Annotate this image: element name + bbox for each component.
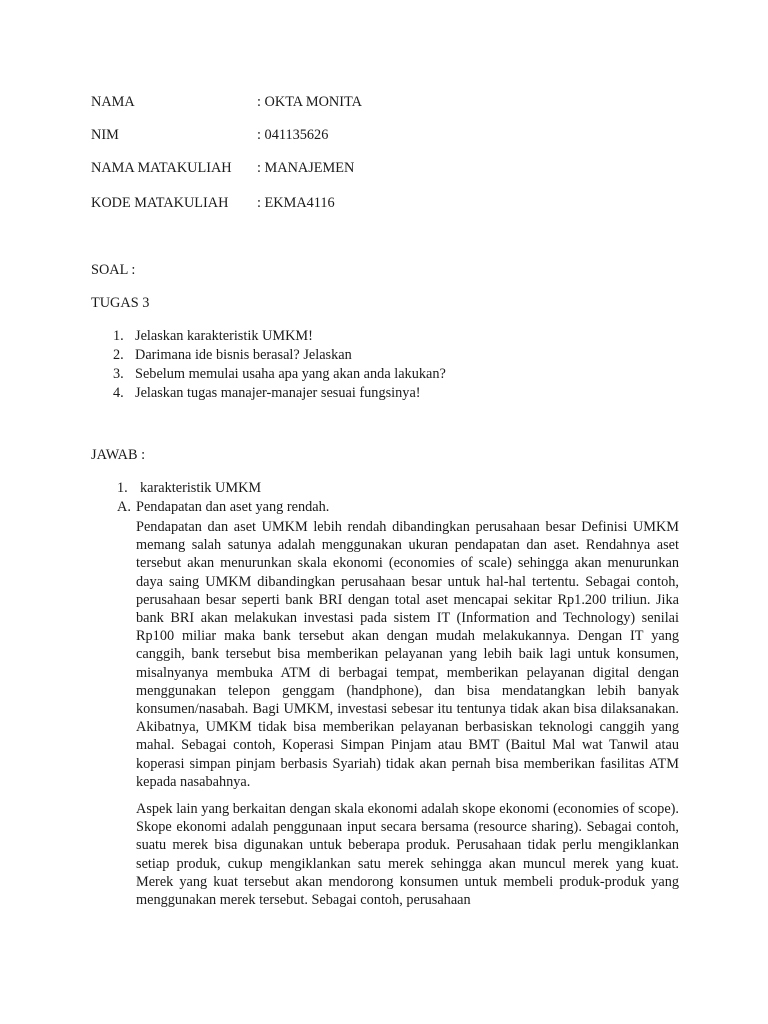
question-number: 3. [113,366,124,382]
identity-value: : 041135626 [257,127,329,143]
answer-paragraph-1: Pendapatan dan aset UMKM lebih rendah dibandingkan perusahaan besar Definisi UMKM memang salah satunya adalah menggunakan ukuran pendapatan dan aset. Rendahnya aset tersebut akan menurunkan skala ekonomi (economies of scale) sehingga akan menurunkan daya saing UMKM dibandingkan perusahaan besar untuk hal-hal tertentu. Sebagai contoh, perusahaan besar seperti bank BRI dengan total aset mencapai sekitar Rp1.200 triliun. Jika bank BRI akan melakukan investasi pada sistem IT (Information and Technology) senilai Rp100 miliar maka bank tersebut akan dengan mudah melakukannya. Dengan IT yang canggih, bank tersebut bisa memberikan pelayanan yang lebih baik lagi untuk konsumen, misalnyanya membuka ATM di berbagai tempat, memberikan pelayanan digital dengan menggunakan telepon genggam (handphone), dan bisa mendatangkan lebih banyak konsumen/nasabah. Bagi UMKM, investasi sebesar itu tentunya tidak akan bisa dilaksanakan. Akibatnya, UMKM tidak bisa memberikan pelayanan berbasiskan teknologi canggih yang mahal. Sebagai contoh, Koperasi Simpan Pinjam atau BMT (Baitul Mal wat Tanwil atau koperasi simpan pinjam berbasis Syariah) tidak akan pernah bisa memberikan fasilitas ATM kepada nasabahnya. [136,519,679,790]
answer-paragraph-2: Aspek lain yang berkaitan dengan skala ekonomi adalah skope ekonomi (economies of scope). Skope ekonomi adalah penggunaan input secara bersama (resource sharing). Sebagai contoh, suatu merek bisa digunakan untuk beberapa produk. Perusahaan tidak perlu mengiklankan setiap produk, cukup mengiklankan satu merek sehingga akan muncul merek yang kuat. Merek yang kuat tersebut akan mendorong konsumen untuk membeli produk-produk yang menggunakan merek tersebut. Sebagai contoh, perusahaan [136,801,679,909]
question-number: 4. [113,385,124,401]
identity-label: NAMA [91,94,135,110]
question-item [113,345,352,365]
question-text: Jelaskan tugas manajer-manajer sesuai fungsinya! [135,385,421,401]
question-text: Jelaskan karakteristik UMKM! [135,328,313,344]
question-number: 2. [113,347,124,363]
answer-subheading [117,497,329,517]
question-text: Sebelum memulai usaha apa yang akan anda lakukan? [135,366,446,382]
question-text: Darimana ide bisnis berasal? Jelaskan [135,347,352,363]
question-number: 1. [113,328,124,344]
identity-value: : OKTA MONITA [257,94,362,110]
identity-value: : MANAJEMEN [257,160,355,176]
question-item [113,326,313,346]
identity-label: KODE MATAKULIAH [91,195,229,211]
answer-item-number: 1. [117,480,128,496]
identity-value: : EKMA4116 [257,195,335,211]
jawab-heading: JAWAB : [91,447,146,463]
tugas-heading: TUGAS 3 [91,295,150,311]
answer-item-title: karakteristik UMKM [140,480,262,496]
answer-item [117,478,261,498]
answer-sub-title: Pendapatan dan aset yang rendah. [136,499,330,515]
answer-sub-letter: A. [117,499,131,515]
question-item [113,383,421,403]
identity-label: NIM [91,127,119,143]
identity-label: NAMA MATAKULIAH [91,160,232,176]
soal-heading: SOAL : [91,262,136,278]
question-item [113,364,446,384]
